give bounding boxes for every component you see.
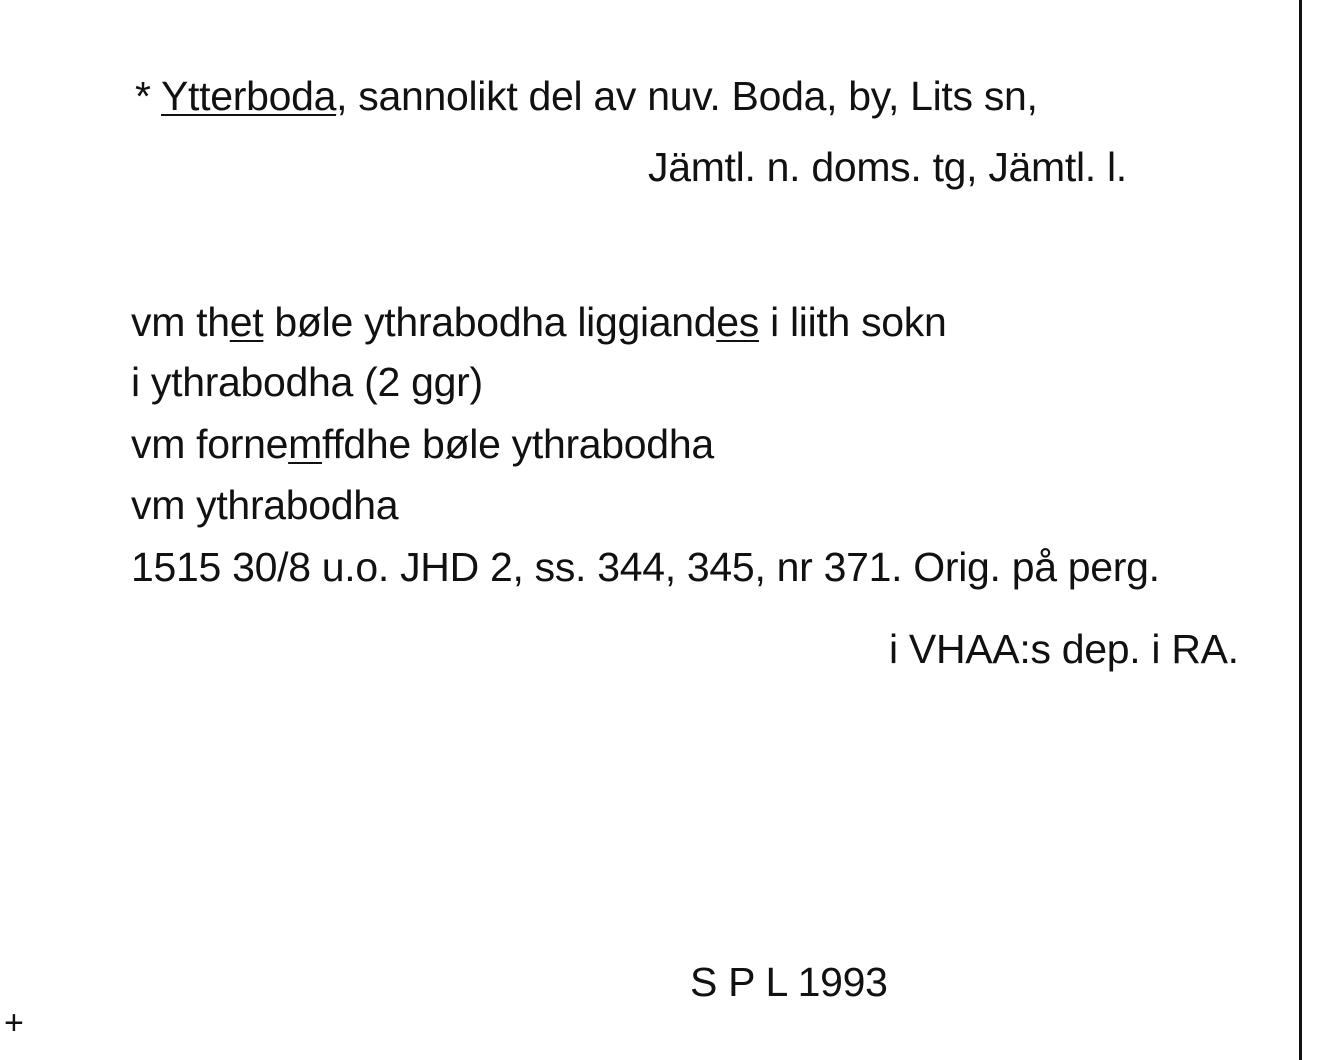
- abbrev-m: m: [288, 421, 322, 467]
- abbrev-et: et: [229, 299, 264, 345]
- card-edge-line: [1299, 0, 1302, 1060]
- abbrev-es: es: [716, 299, 759, 345]
- header-line-1: [135, 72, 1038, 120]
- header-description: , sannolikt del av nuv. Boda, by, Lits sn,: [336, 73, 1038, 119]
- signature: S P L 1993: [690, 959, 888, 1005]
- form-line-2: i ythrabodha (2 ggr): [131, 359, 483, 405]
- source-line-1: 1515 30/8 u.o. JHD 2, ss. 344, 345, nr 371. Orig. på perg.: [131, 544, 1160, 590]
- corner-plus-mark: +: [4, 1004, 24, 1042]
- header-line-2: Jämtl. n. doms. tg, Jämtl. l.: [648, 144, 1127, 190]
- form-line-1: vm thet bøle ythrabodha liggiandes i liith sokn: [131, 299, 947, 345]
- source-line-2: i VHAA:s dep. i RA.: [889, 626, 1239, 672]
- asterisk: *: [135, 73, 151, 119]
- place-name: Ytterboda: [161, 73, 337, 119]
- form-line-3: vm fornemffdhe bøle ythrabodha: [131, 421, 714, 467]
- form-line-4: vm ythrabodha: [131, 482, 399, 528]
